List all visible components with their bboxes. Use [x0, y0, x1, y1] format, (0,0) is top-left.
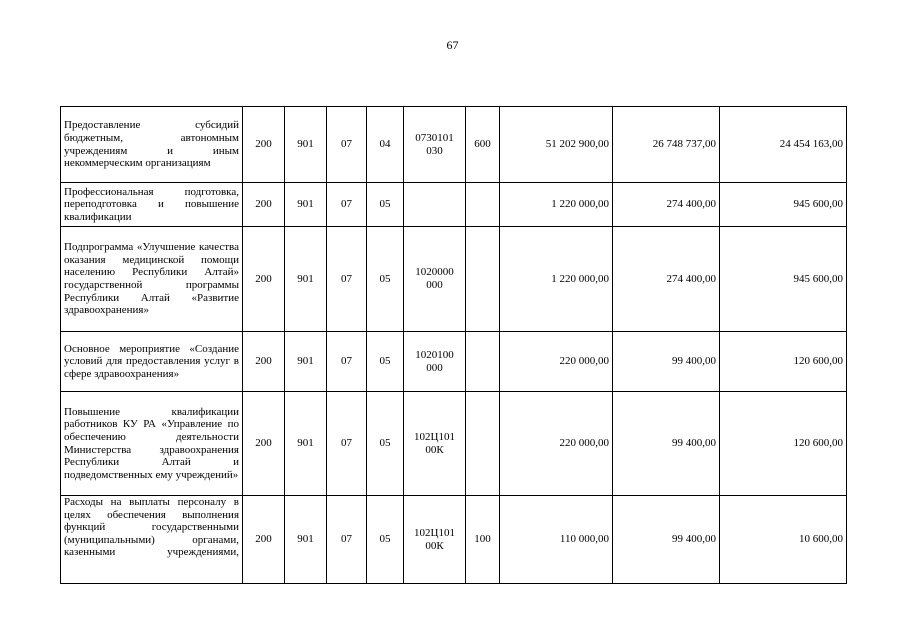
- code-cell: 04: [367, 107, 404, 183]
- amount-cell: 274 400,00: [613, 227, 720, 332]
- code-cell: 200: [243, 227, 285, 332]
- row-description-text: Расходы на выплаты персоналу в целях обеспечения выполнения функций государственными (муниципальными) органами, казенными учреждениями,: [64, 496, 239, 559]
- amount-cell: 120 600,00: [720, 392, 847, 496]
- amount-cell: 1 220 000,00: [500, 183, 613, 227]
- target-article-cell: 102Ц101 00К: [404, 392, 466, 496]
- amount-cell: 26 748 737,00: [613, 107, 720, 183]
- amount-cell: 99 400,00: [613, 496, 720, 584]
- amount-cell: 24 454 163,00: [720, 107, 847, 183]
- code-cell: 05: [367, 227, 404, 332]
- code-cell: 901: [285, 496, 327, 584]
- code-cell: 901: [285, 227, 327, 332]
- code-cell: 901: [285, 183, 327, 227]
- table-row: [61, 496, 847, 584]
- row-description: [61, 496, 243, 584]
- expense-type-cell: 100: [466, 496, 500, 584]
- code-cell: 200: [243, 496, 285, 584]
- code-cell: 07: [327, 107, 367, 183]
- expense-type-cell: [466, 227, 500, 332]
- code-cell: 901: [285, 332, 327, 392]
- table-row: [61, 227, 847, 332]
- row-description: Профессиональная подготовка, переподготовка и повышение квалификации: [61, 183, 243, 227]
- code-cell: 05: [367, 392, 404, 496]
- code-cell: 07: [327, 183, 367, 227]
- table-row: [61, 332, 847, 392]
- amount-cell: 99 400,00: [613, 332, 720, 392]
- expense-type-cell: 600: [466, 107, 500, 183]
- code-cell: 901: [285, 107, 327, 183]
- amount-cell: 1 220 000,00: [500, 227, 613, 332]
- code-cell: 200: [243, 107, 285, 183]
- code-cell: 05: [367, 332, 404, 392]
- budget-table: [60, 106, 847, 584]
- expense-type-cell: [466, 392, 500, 496]
- row-description: Предоставление субсидий бюджетным, автономным учреждениям и иным некоммерческим организациям: [61, 107, 243, 183]
- amount-cell: 120 600,00: [720, 332, 847, 392]
- amount-cell: 99 400,00: [613, 392, 720, 496]
- table-row: [61, 107, 847, 183]
- row-description: Повышение квалификации работников КУ РА «Управление по обеспечению деятельности Министерства здравоохранения Республики Алтай и подведомственных ему учреждений»: [61, 392, 243, 496]
- amount-cell: 110 000,00: [500, 496, 613, 584]
- code-cell: 05: [367, 496, 404, 584]
- row-description: Основное мероприятие «Создание условий для предоставления услуг в сфере здравоохранения»: [61, 332, 243, 392]
- code-cell: 07: [327, 227, 367, 332]
- target-article-cell: 1020100 000: [404, 332, 466, 392]
- target-article-cell: 102Ц101 00К: [404, 496, 466, 584]
- amount-cell: 220 000,00: [500, 392, 613, 496]
- code-cell: 07: [327, 392, 367, 496]
- page-number: 67: [446, 38, 459, 52]
- code-cell: 07: [327, 496, 367, 584]
- amount-cell: 274 400,00: [613, 183, 720, 227]
- code-cell: 05: [367, 183, 404, 227]
- amount-cell: 220 000,00: [500, 332, 613, 392]
- code-cell: 200: [243, 183, 285, 227]
- code-cell: 07: [327, 332, 367, 392]
- amount-cell: 10 600,00: [720, 496, 847, 584]
- table-row: [61, 183, 847, 227]
- expense-type-cell: [466, 183, 500, 227]
- code-cell: 200: [243, 392, 285, 496]
- row-description: Подпрограмма «Улучшение качества оказания медицинской помощи населению Республики Алтай» государственной программы Республики Алтай «Развитие здравоохранения»: [61, 227, 243, 332]
- table-row: [61, 392, 847, 496]
- code-cell: 200: [243, 332, 285, 392]
- amount-cell: 945 600,00: [720, 227, 847, 332]
- code-cell: 901: [285, 392, 327, 496]
- target-article-cell: 0730101 030: [404, 107, 466, 183]
- expense-type-cell: [466, 332, 500, 392]
- target-article-cell: [404, 183, 466, 227]
- amount-cell: 945 600,00: [720, 183, 847, 227]
- target-article-cell: 1020000 000: [404, 227, 466, 332]
- amount-cell: 51 202 900,00: [500, 107, 613, 183]
